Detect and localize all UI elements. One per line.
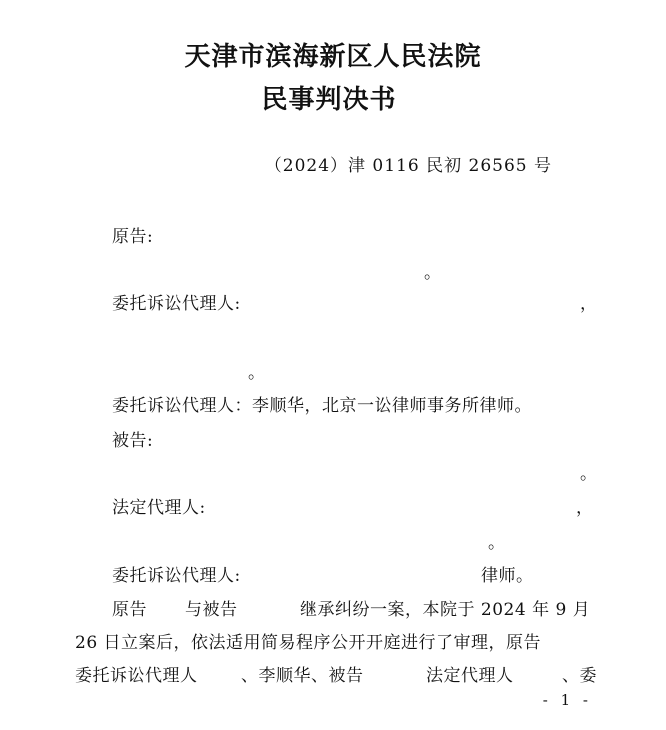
agent3-label: 委托诉讼代理人: [112, 566, 241, 586]
defendant-label: 被告: [112, 431, 154, 451]
agent2-line: 委托诉讼代理人：李顺华，北京一讼律师事务所律师。 [112, 396, 532, 416]
body-line1-plaintiff: 原告 [112, 600, 147, 620]
legal-rep-label: 法定代理人: [112, 498, 206, 518]
body-line2: 26 日立案后，依法适用简易程序公开开庭进行了审理，原告 [75, 633, 542, 653]
body-line3-agent: 委托诉讼代理人 [75, 666, 198, 686]
case-number: （2024）津 0116 民初 26565 号 [264, 156, 552, 176]
legal-rep-line2-mark: 。 [488, 533, 505, 553]
plaintiff-label: 原告: [112, 227, 154, 247]
agent1-label: 委托诉讼代理人: [112, 294, 241, 314]
document-type: 民事判决书 [261, 85, 397, 115]
court-name: 天津市滨海新区人民法院 [184, 42, 482, 72]
page-number: - 1 - [542, 691, 592, 709]
body-line1-defendant: 与被告 [185, 600, 238, 620]
body-line1-text: 继承纠纷一案，本院于 2024 年 9 月 [300, 600, 591, 620]
agent1-end-mark: ， [580, 294, 597, 314]
legal-rep-end-mark: ， [576, 498, 593, 518]
plaintiff-end-mark: 。 [424, 263, 441, 283]
agent1-line2-mark: 。 [248, 363, 265, 383]
body-line3-legal-rep: 法定代理人 [426, 666, 514, 686]
defendant-end-mark: 。 [580, 464, 597, 484]
agent3-tail: 律师。 [481, 566, 534, 586]
body-line3-names: 、李顺华、被告 [241, 666, 364, 686]
body-line3-tail: 、委 [562, 666, 597, 686]
